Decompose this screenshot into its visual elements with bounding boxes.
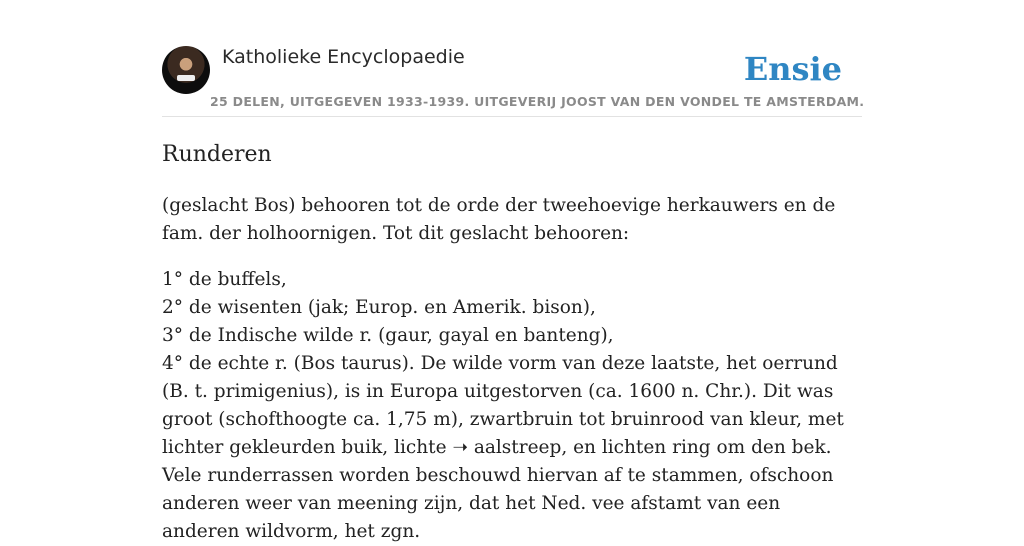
header xyxy=(162,44,865,117)
book-title[interactable]: Katholieke Encyclopaedie xyxy=(222,46,465,68)
book-subtitle: 25 DELEN, UITGEGEVEN 1933-1939. UITGEVERIJ JOOST VAN DEN VONDEL TE AMSTERDAM. xyxy=(210,94,865,109)
article-title: Runderen xyxy=(162,142,272,167)
list-item: 1° de buffels, xyxy=(162,269,287,290)
avatar-collar xyxy=(177,75,195,81)
list-item: 4° de echte r. (Bos taurus). De wilde vorm van deze laatste, het oerrund (B. t. primigenius), is in Europa uitgestorven (ca. 1600 n. Chr.). Dit was groot (schofthoogte ca. 1,75 m), zwartbruin tot bruinrood van kleur, met lichter gekleurden buik, lichte ➝ aalstreep, en lichten ring om den bek. Vele runderrassen worden beschouwd hiervan af te stammen, ofschoon anderen weer van meening zijn, dat het Ned. vee afstamt van een anderen wildvorm, het zgn. xyxy=(162,353,844,542)
article-list xyxy=(162,266,862,546)
list-item: 3° de Indische wilde r. (gaur, gayal en banteng), xyxy=(162,325,614,346)
list-item: 2° de wisenten (jak; Europ. en Amerik. bison), xyxy=(162,297,596,318)
author-avatar[interactable] xyxy=(162,46,210,94)
article-intro: (geslacht Bos) behooren tot de orde der tweehoevige herkauwers en de fam. der holhoornigen. Tot dit geslacht behooren: xyxy=(162,195,836,244)
ensie-logo-link[interactable]: Ensie xyxy=(743,50,842,88)
article xyxy=(162,140,862,546)
